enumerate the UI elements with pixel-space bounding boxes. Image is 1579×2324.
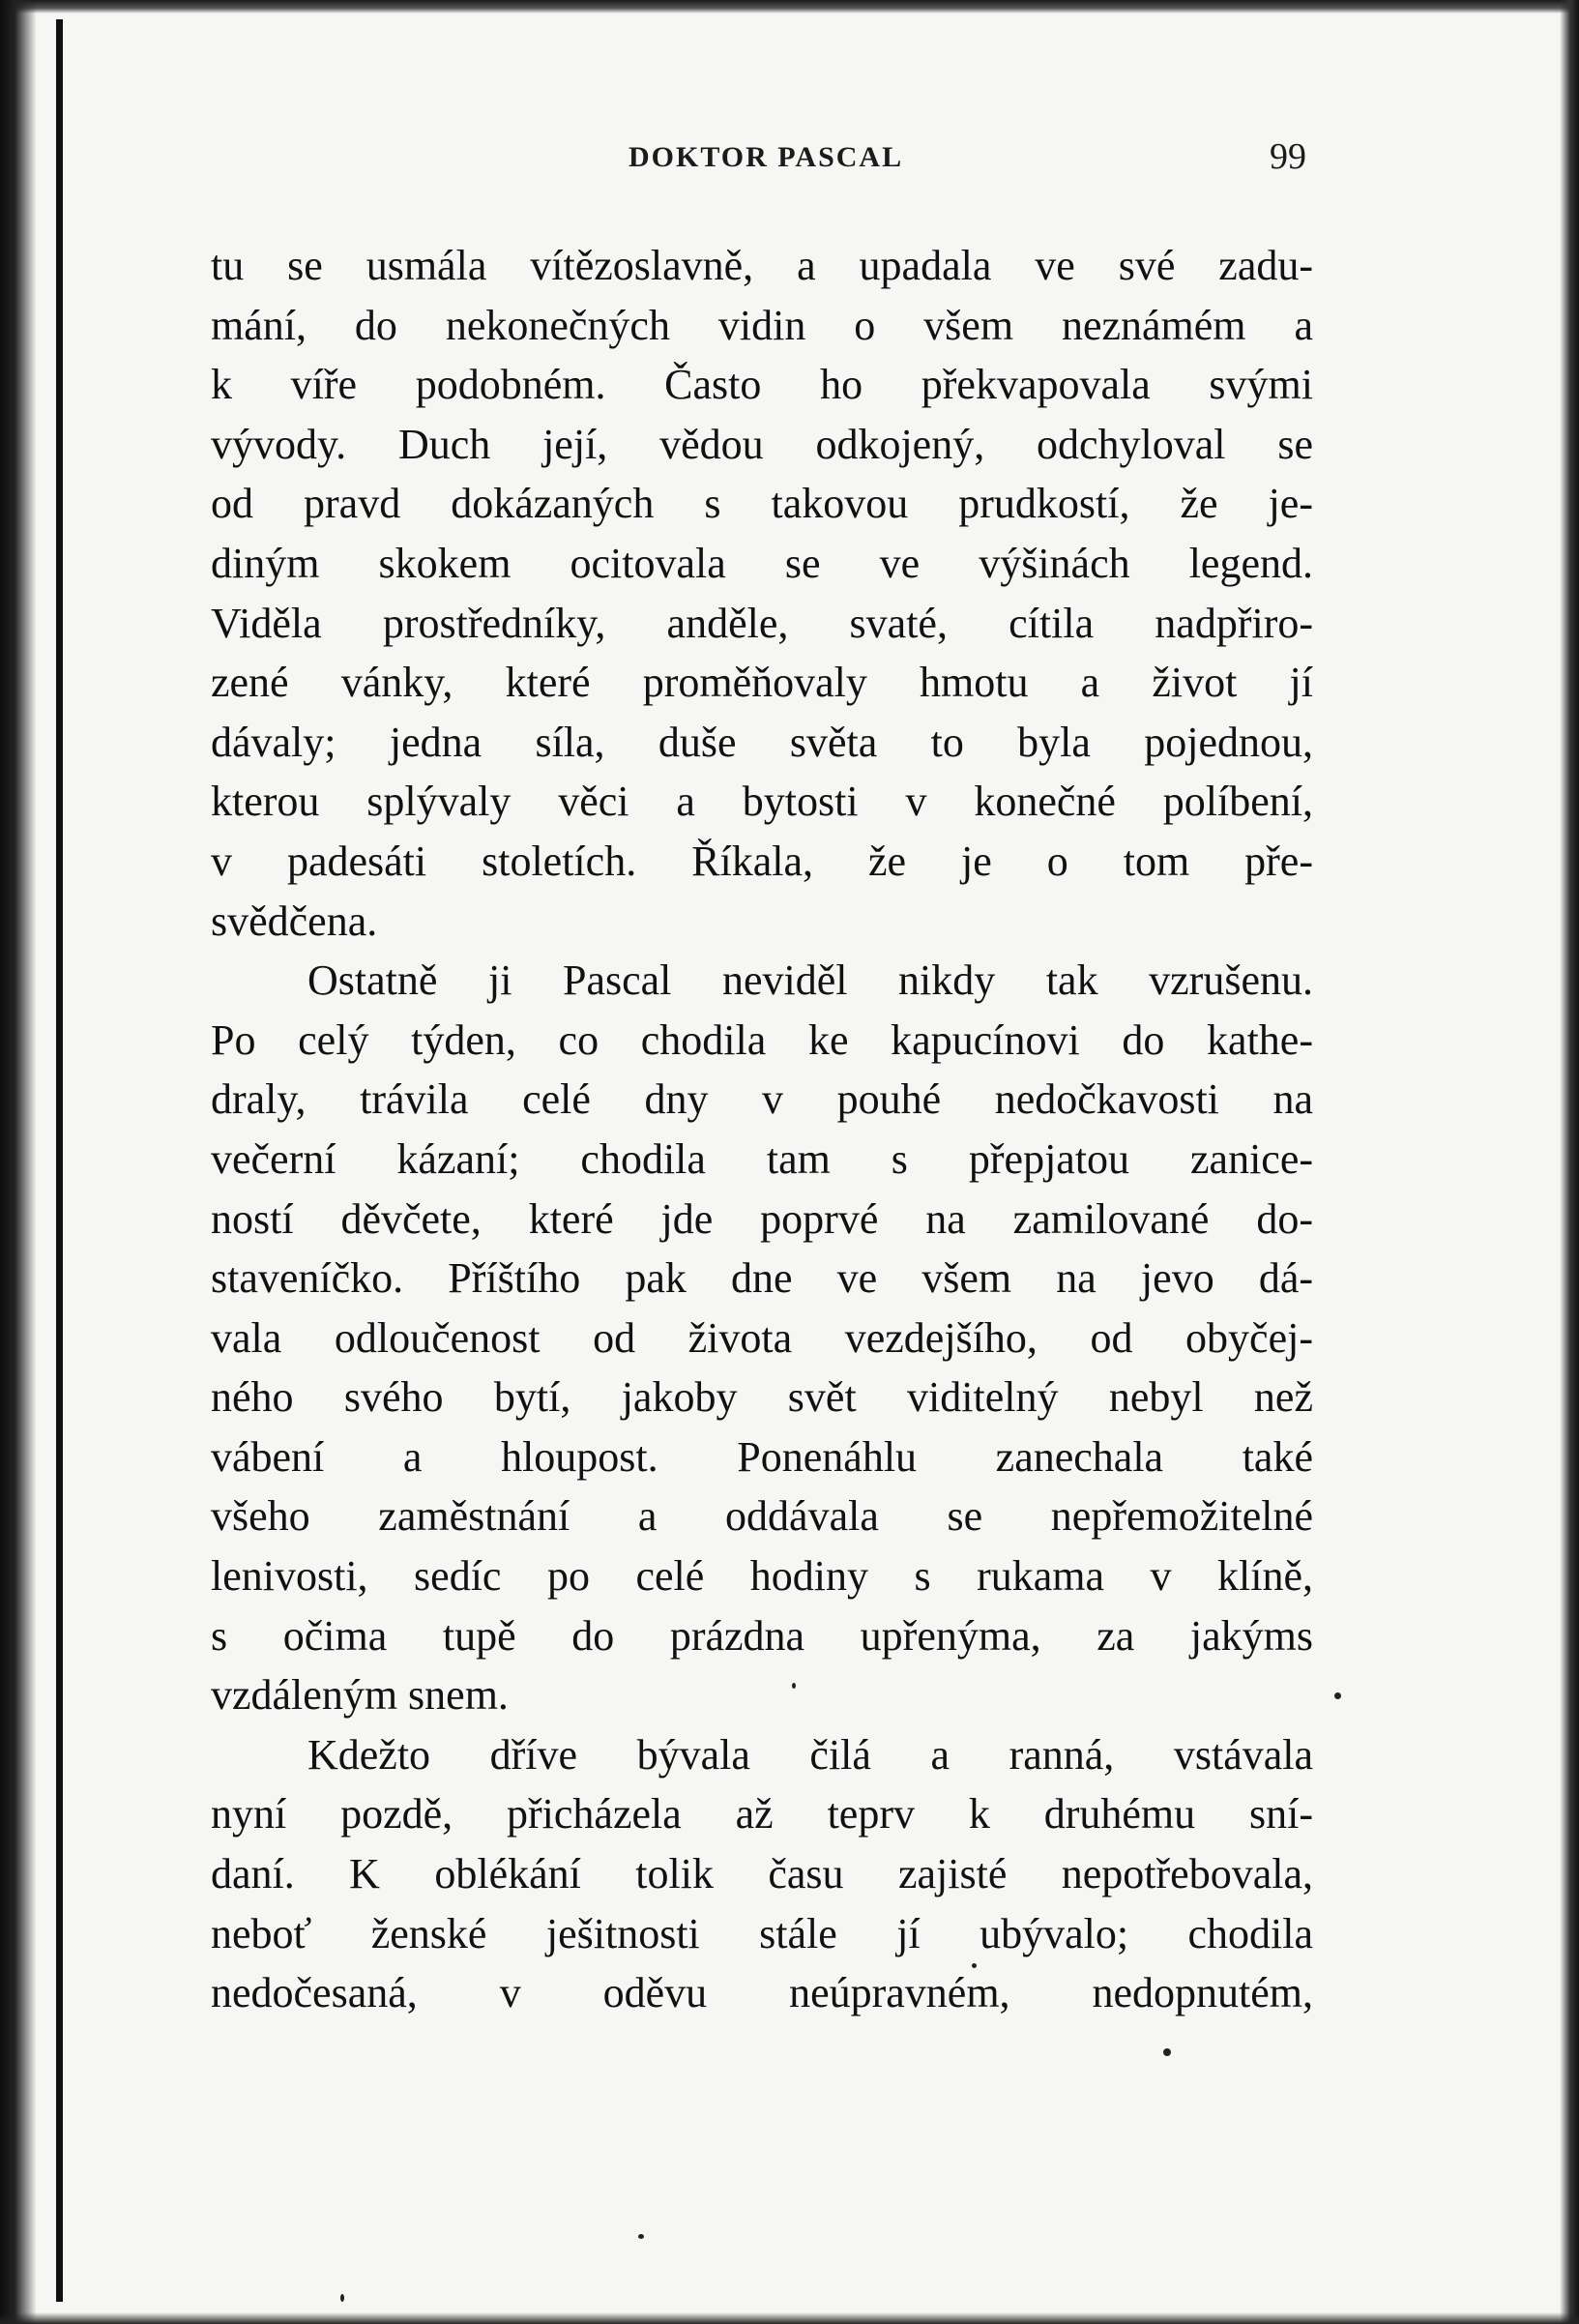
text-line: draly, trávila celé dny v pouhé nedočkavosti na	[211, 1075, 1313, 1124]
scan-edge-right	[1560, 0, 1579, 2324]
text-line: ností děvčete, které jde poprvé na zamilované do-	[211, 1194, 1313, 1243]
text-line: od pravd dokázaných s takovou prudkostí, že je-	[211, 480, 1313, 528]
text-line: Po celý týden, co chodila ke kapucínovi do kathe-	[211, 1015, 1313, 1064]
text-line: daní. K oblékání tolik času zajisté nepotřebovala,	[211, 1850, 1313, 1898]
text-line: mání, do nekonečných vidin o všem neznámém a	[211, 301, 1313, 349]
text-line: diným skokem ocitovala se ve výšinách legend.	[211, 539, 1313, 587]
text-line: nedočesaná, v oděvu neúpravném, nedopnutém,	[211, 1969, 1313, 2017]
text-line: vábení a hloupost. Ponenáhlu zanechala také	[211, 1432, 1313, 1481]
text-line: Viděla prostředníky, anděle, svaté, cítila nadpřiro-	[211, 599, 1313, 647]
scan-edge-top	[0, 0, 1579, 14]
text-line: vzdáleným snem.	[211, 1671, 509, 1720]
text-line: Ostatně ji Pascal neviděl nikdy tak vzrušenu.	[307, 956, 1313, 1005]
text-line: ného svého bytí, jakoby svět viditelný nebyl než	[211, 1373, 1313, 1422]
text-line: staveníčko. Příštího pak dne ve všem na jevo dá-	[211, 1254, 1313, 1303]
text-line: tu se usmála vítězoslavně, a upadala ve své zadu-	[211, 242, 1313, 289]
scan-speck	[340, 2294, 344, 2302]
body-text	[211, 236, 1313, 2023]
text-line: dávaly; jedna síla, duše světa to byla pojednou,	[211, 718, 1313, 766]
text-line: s očima tupě do prázdna upřenýma, za jakýms	[211, 1611, 1313, 1660]
text-line: vala odloučenost od života vezdejšího, od obyčej-	[211, 1313, 1313, 1362]
scan-speck	[1334, 1692, 1341, 1699]
page-number: 99	[1270, 136, 1306, 177]
text-line: kterou splývaly věci a bytosti v konečné políbení,	[211, 778, 1313, 826]
text-line: vývody. Duch její, vědou odkojený, odchyloval se	[211, 420, 1313, 468]
text-line: k víře podobném. Často ho překvapovala svými	[211, 361, 1313, 409]
scan-edge-left	[0, 0, 37, 2324]
scan-speck	[1163, 2048, 1171, 2056]
text-line: neboť ženské ješitnosti stále jí ubývalo; chodila	[211, 1909, 1313, 1957]
text-line: v padesáti stoletích. Říkala, že je o tom pře-	[211, 837, 1313, 885]
text-line: zené vánky, které proměňovaly hmotu a život jí	[211, 659, 1313, 707]
text-line: svědčena.	[211, 897, 378, 945]
text-line: nyní pozdě, přicházela až teprv k druhému sní-	[211, 1790, 1313, 1839]
scan-speck	[638, 2234, 644, 2239]
running-title: DOKTOR PASCAL	[629, 141, 904, 173]
binding-shadow-line	[56, 19, 63, 2302]
text-line: všeho zaměstnání a oddávala se nepřemožitelné	[211, 1492, 1313, 1541]
scan-edge-bottom	[0, 2312, 1579, 2324]
text-line: lenivosti, sedíc po celé hodiny s rukama v klíně,	[211, 1552, 1313, 1601]
text-line: Kdežto dříve bývala čilá a ranná, vstávala	[307, 1730, 1313, 1779]
text-line: večerní kázaní; chodila tam s přepjatou zanice-	[211, 1134, 1313, 1183]
